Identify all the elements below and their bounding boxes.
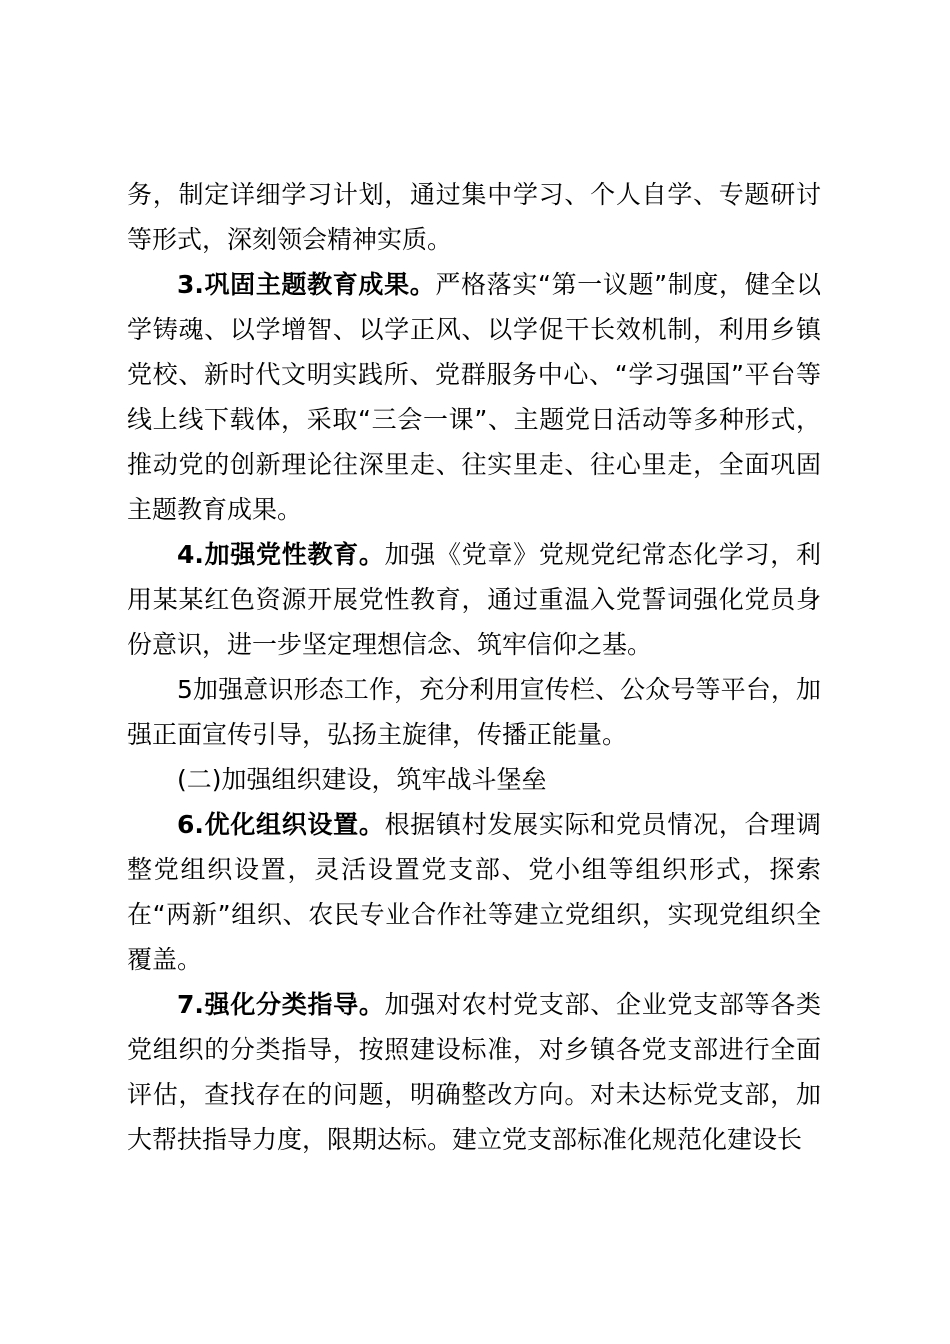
paragraph-heading: 6.优化组织设置。 — [177, 810, 385, 839]
paragraph-text: 5加强意识形态工作，充分利用宣传栏、公众号等平台，加强正面宣传引导，弘扬主旋律，传播正能量。 — [127, 675, 821, 749]
paragraph-text: 务，制定详细学习计划，通过集中学习、个人自学、专题研讨等形式，深刻领会精神实质。 — [127, 180, 821, 254]
paragraph-item-4 — [127, 532, 821, 667]
paragraph-heading: 4.加强党性教育。 — [177, 540, 385, 569]
paragraph-item-3 — [127, 262, 821, 532]
paragraph-text: 加强《党章》党规党纪常态化学习，利用某某红色资源开展党性教育，通过重温入党誓词强化党员身份意识，进一步坚定理想信念、筑牢信仰之基。 — [127, 540, 821, 659]
paragraph-text: 根据镇村发展实际和党员情况，合理调整党组织设置，灵活设置党支部、党小组等组织形式，探索在“两新”组织、农民专业合作社等建立党组织，实现党组织全覆盖。 — [127, 810, 821, 974]
paragraph-heading: 3.巩固主题教育成果。 — [177, 270, 436, 299]
section-heading-2 — [127, 757, 821, 802]
paragraph-continuation — [127, 172, 821, 262]
paragraph-item-5 — [127, 667, 821, 757]
paragraph-item-6 — [127, 802, 821, 982]
section-heading-text: (二)加强组织建设，筑牢战斗堡垒 — [177, 765, 547, 794]
paragraph-text: 加强对农村党支部、企业党支部等各类党组织的分类指导，按照建设标准，对乡镇各党支部进行全面评估，查找存在的问题，明确整改方向。对未达标党支部，加大帮扶指导力度，限期达标。建立党支部标准化规范化建设长 — [127, 990, 821, 1154]
paragraph-item-7 — [127, 982, 821, 1162]
paragraph-text: 严格落实“第一议题”制度，健全以学铸魂、以学增智、以学正风、以学促干长效机制，利用乡镇党校、新时代文明实践所、党群服务中心、“学习强国”平台等线上线下载体，采取“三会一课”、主题党日活动等多种形式，推动党的创新理论往深里走、往实里走、往心里走，全面巩固主题教育成果。 — [127, 270, 821, 524]
document-body — [127, 172, 821, 1162]
paragraph-heading: 7.强化分类指导。 — [177, 990, 385, 1019]
